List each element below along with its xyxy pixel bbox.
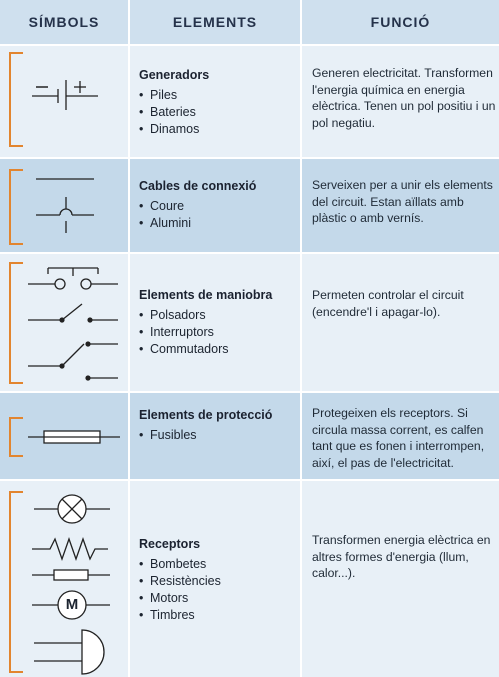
element-title: Elements de maniobra (139, 288, 273, 302)
bracket-marker (9, 262, 23, 384)
motor-letter: M (65, 596, 79, 613)
fuse-symbol-icon (24, 425, 124, 449)
list-item: • Dinamos (139, 121, 299, 138)
function-text: Protegeixen els receptors. Si circula massa corrent, es calfen tant que es fonen i interrompen, així, el pas de l'electricitat. (312, 406, 485, 470)
element-cell (139, 178, 299, 232)
receiver-symbols (24, 487, 124, 677)
list-item: • Bateries (139, 104, 299, 121)
changeover-switch-symbol-icon (28, 341, 118, 380)
wire-symbols (24, 171, 114, 241)
resistor-symbol-icon (32, 539, 108, 559)
table-row-receivers (0, 481, 499, 677)
lamp-symbol-icon (34, 495, 110, 523)
element-cell (139, 287, 299, 358)
element-title: Elements de protecció (139, 408, 273, 422)
resistor-box-symbol-icon (32, 570, 110, 580)
symbols-header: SÍMBOLS (28, 14, 100, 30)
switch-symbols (24, 266, 124, 386)
function-text: Transformen energia elèctrica en altres formes d'energia (llum, calor...). (312, 533, 491, 580)
bracket-marker (9, 52, 23, 147)
bracket-marker (9, 417, 23, 457)
bracket-marker (9, 491, 23, 673)
list-item: • Fusibles (139, 427, 299, 444)
element-title: Cables de connexió (139, 179, 257, 193)
table-row-switches (0, 254, 499, 391)
list-item: • Resistències (139, 573, 299, 590)
list-item: • Interruptors (139, 324, 299, 341)
bell-symbol-icon (34, 630, 104, 674)
table-row-generators (0, 46, 499, 157)
list-item: • Commutadors (139, 341, 299, 358)
column-divider (300, 0, 302, 677)
list-item: • Bombetes (139, 556, 299, 573)
list-item: • Polsadors (139, 307, 299, 324)
element-cell (139, 67, 299, 138)
list-item: • Timbres (139, 607, 299, 624)
list-item: • Coure (139, 198, 299, 215)
element-cell (139, 407, 299, 444)
element-title: Generadors (139, 68, 210, 82)
wire-crossing-symbol-icon (36, 197, 94, 233)
bracket-marker (9, 169, 23, 245)
function-header: FUNCIÓ (370, 14, 431, 30)
function-text: Generen electricitat. Transformen l'energia química en energia elèctrica. Tenen un pol positiu i un pol negatiu. (312, 66, 496, 130)
function-text: Permeten controlar el circuit (encendre'l i apagar-lo). (312, 288, 464, 319)
element-cell (139, 536, 299, 624)
table-row-cables (0, 159, 499, 252)
function-text: Serveixen per a unir els elements del circuit. Estan aïllats amb plàstic o amb vernís. (312, 178, 493, 225)
elements-header: ELEMENTS (172, 14, 258, 30)
switch-symbol-icon (28, 304, 118, 323)
push-button-symbol-icon (28, 268, 118, 289)
column-divider (128, 0, 130, 677)
list-item: • Piles (139, 87, 299, 104)
table-row-protection (0, 393, 499, 479)
list-item: • Alumini (139, 215, 299, 232)
element-title: Receptors (139, 537, 201, 551)
list-item: • Motors (139, 590, 299, 607)
table-header (0, 0, 499, 46)
battery-symbol-icon (24, 74, 114, 114)
